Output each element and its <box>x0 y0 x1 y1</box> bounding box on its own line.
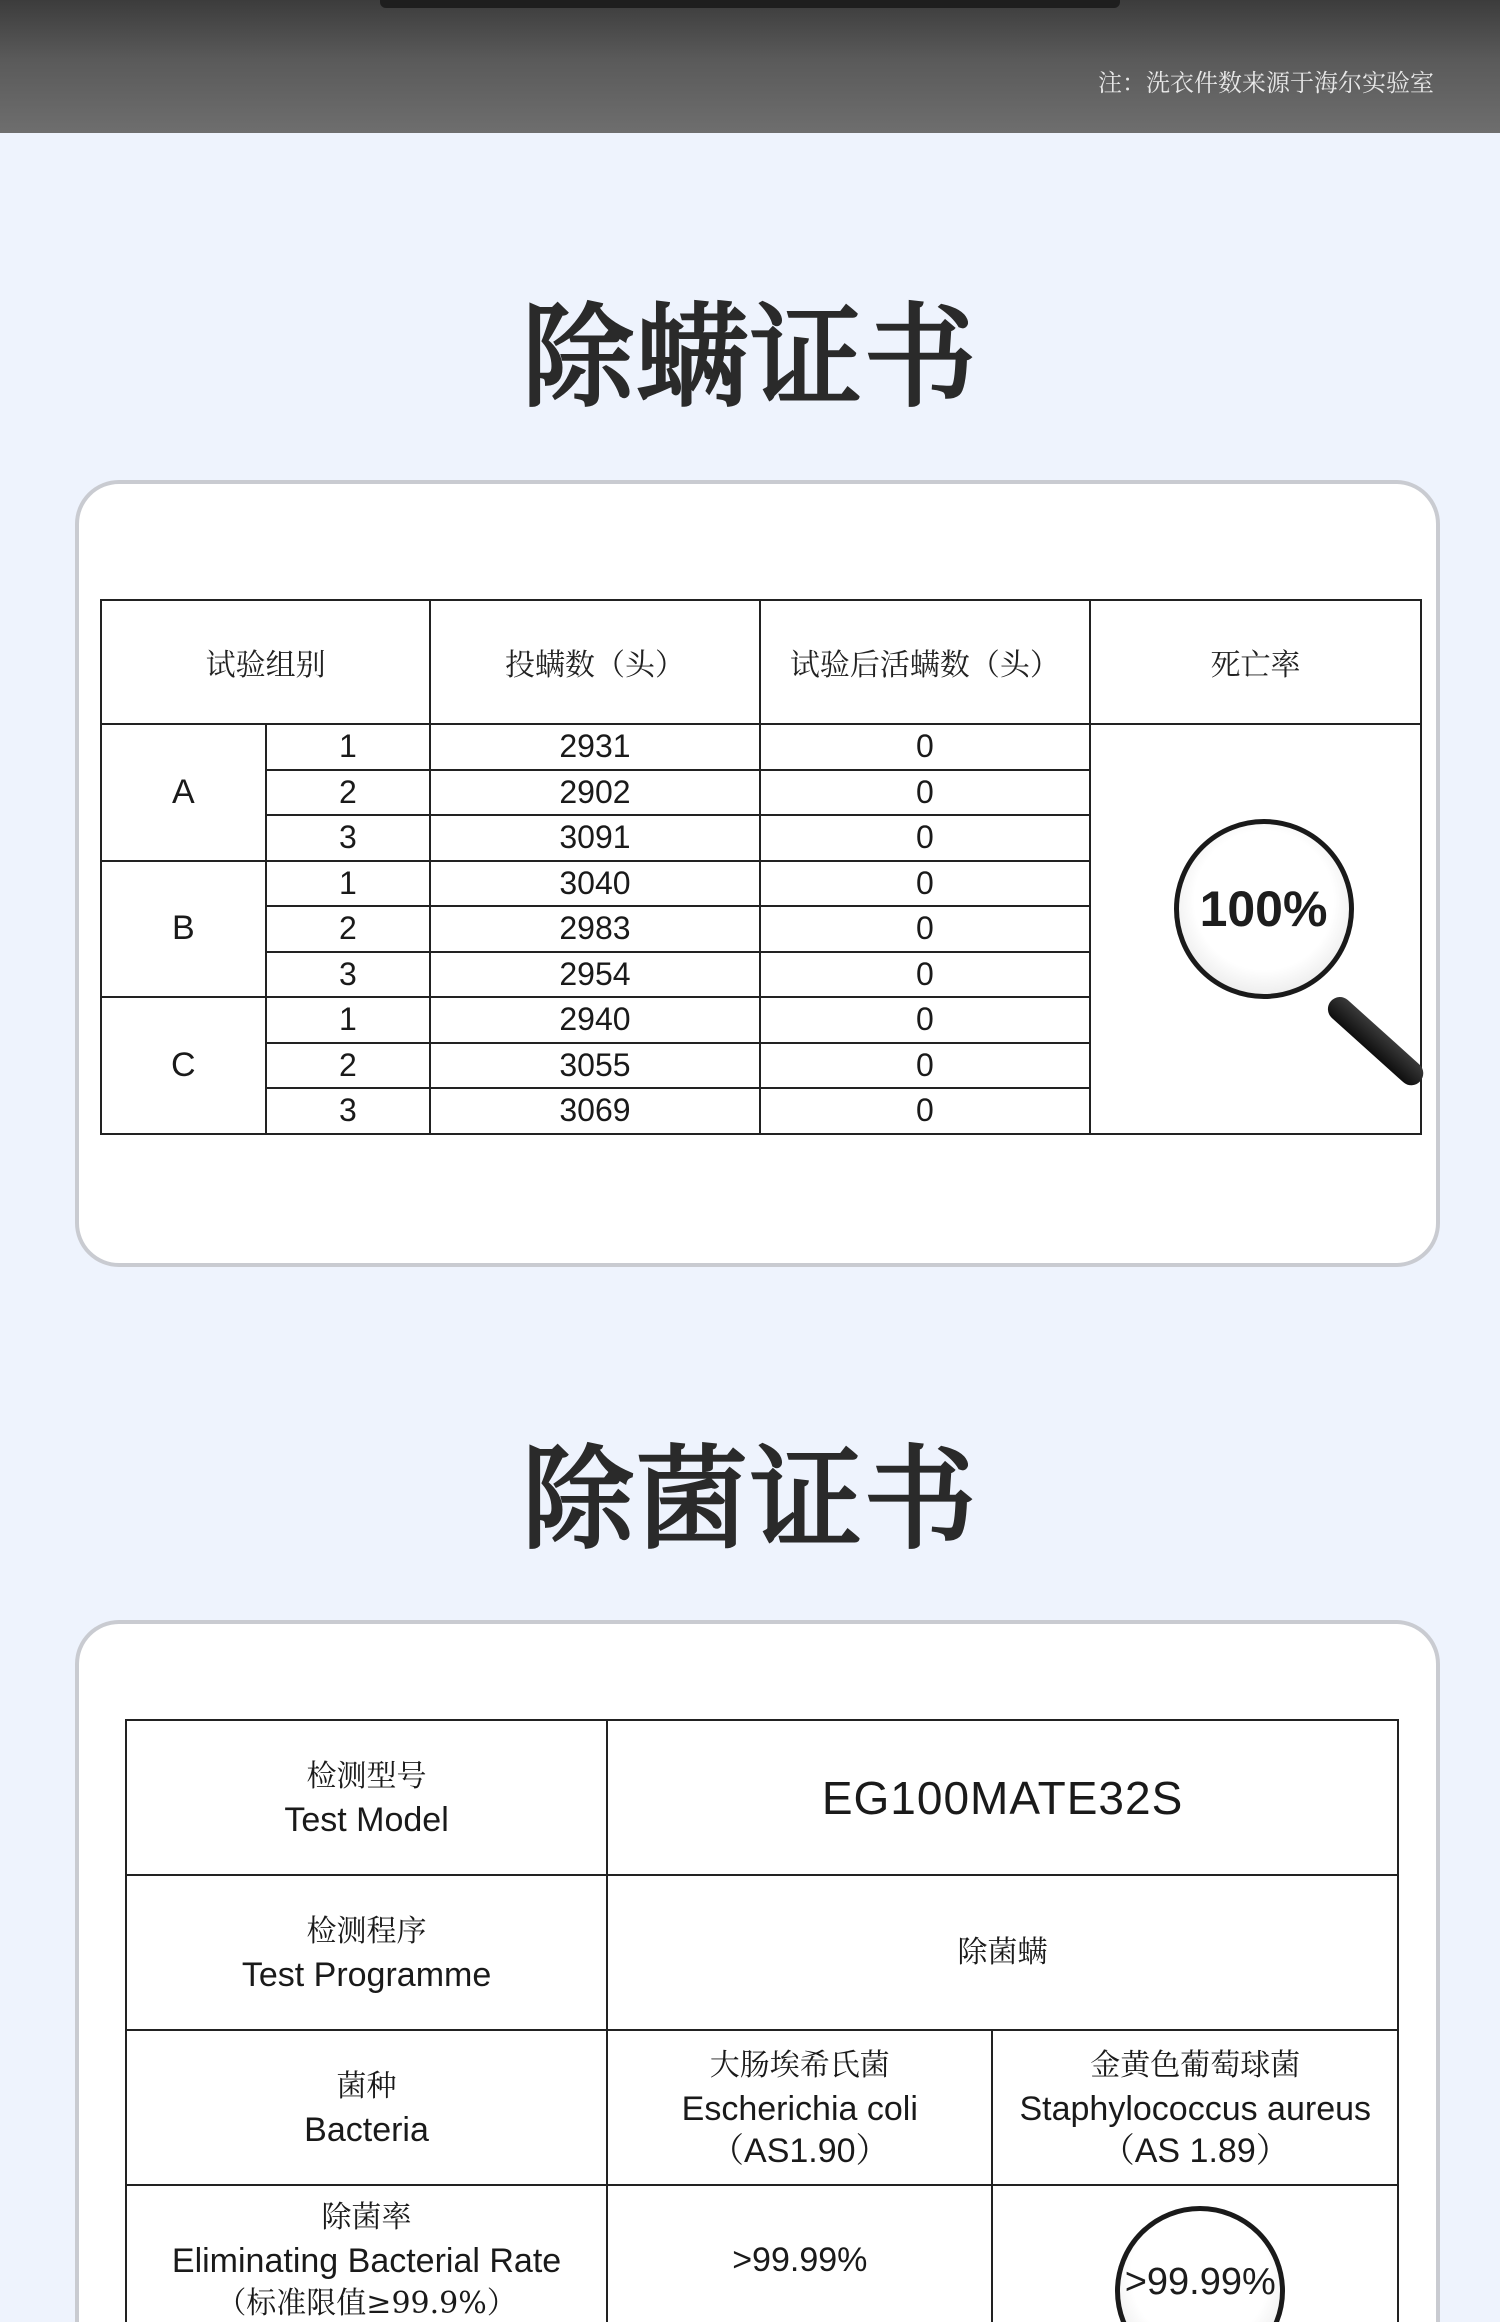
mites-alive-value: 0 <box>760 815 1090 861</box>
bacteria-2-code: （AS 1.89） <box>1100 2131 1290 2170</box>
programme-label-cell <box>126 1875 607 2030</box>
table-row-programme <box>126 1875 1398 2030</box>
table-row-model <box>126 1720 1398 1875</box>
model-value: EG100MATE32S <box>607 1720 1398 1875</box>
rate-2-value: >99.99% <box>1124 2261 1276 2303</box>
model-label-cell <box>126 1720 607 1875</box>
rate-standard: （标准限值≥99.9%） <box>216 2285 517 2321</box>
mite-certificate-card <box>75 480 1440 1267</box>
banner-note: 注：洗衣件数来源于海尔实验室 <box>1098 70 1434 97</box>
table-header-row <box>101 600 1421 724</box>
magnifier-icon <box>1106 779 1406 1079</box>
row-number: 1 <box>266 724 431 770</box>
mites-alive-value: 0 <box>760 997 1090 1043</box>
programme-label-en: Test Programme <box>241 1955 492 1994</box>
bacteria-label-cell <box>126 2030 607 2185</box>
magnifier-icon <box>1105 2186 1285 2322</box>
bacteria-1-cn: 大肠埃希氏菌 <box>709 2047 890 2083</box>
row-number: 3 <box>266 1088 431 1134</box>
programme-label-cn: 检测程序 <box>306 1913 427 1949</box>
row-number: 1 <box>266 861 431 907</box>
bacteria-label-cn: 菌种 <box>336 2068 397 2104</box>
model-label-en: Test Model <box>284 1800 449 1839</box>
row-number: 2 <box>266 1043 431 1089</box>
bacteria-1-code: （AS1.90） <box>710 2131 890 2170</box>
header-test-group: 试验组别 <box>101 600 430 724</box>
mites-added-value: 3091 <box>430 815 759 861</box>
magnifier-lens <box>1174 819 1354 999</box>
mites-alive-value: 0 <box>760 1043 1090 1089</box>
bacteria-1-en: Escherichia coli <box>681 2089 918 2128</box>
mites-alive-value: 0 <box>760 906 1090 952</box>
row-number: 3 <box>266 815 431 861</box>
mites-added-value: 2902 <box>430 770 759 816</box>
rate-label-cell <box>126 2185 607 2322</box>
bacteria-2-cn: 金黄色葡萄球菌 <box>1090 2047 1301 2083</box>
table-row-bacteria <box>126 2030 1398 2185</box>
mites-alive-value: 0 <box>760 770 1090 816</box>
row-number: 2 <box>266 770 431 816</box>
rate-label-cn: 除菌率 <box>321 2199 412 2235</box>
group-label-b: B <box>101 861 266 998</box>
death-rate-value: 100% <box>1199 880 1328 937</box>
rate-label-en: Eliminating Bacterial Rate <box>171 2241 562 2280</box>
header-mites-added: 投螨数（头） <box>430 600 759 724</box>
magnifier-handle <box>1322 992 1427 1090</box>
row-number: 2 <box>266 906 431 952</box>
device-edge <box>380 0 1120 8</box>
mites-alive-value: 0 <box>760 1088 1090 1134</box>
header-death-rate: 死亡率 <box>1090 600 1421 724</box>
table-row <box>101 724 1421 770</box>
mites-alive-value: 0 <box>760 861 1090 907</box>
rate-1-value: >99.99% <box>607 2185 992 2322</box>
mites-added-value: 3069 <box>430 1088 759 1134</box>
mites-alive-value: 0 <box>760 724 1090 770</box>
model-label-cn: 检测型号 <box>306 1758 427 1794</box>
bacteria-2-cell <box>992 2030 1398 2185</box>
programme-value-cell <box>607 1875 1398 2030</box>
bacteria-certificate-card <box>75 1620 1440 2322</box>
top-banner-image <box>0 0 1500 133</box>
row-number: 3 <box>266 952 431 998</box>
mites-added-value: 2983 <box>430 906 759 952</box>
group-label-c: C <box>101 997 266 1134</box>
group-label-a: A <box>101 724 266 861</box>
bacteria-test-table <box>125 1719 1399 2322</box>
programme-value: 除菌螨 <box>957 1934 1048 1970</box>
rate-2-cell <box>992 2185 1398 2322</box>
mites-added-value: 3055 <box>430 1043 759 1089</box>
table-row-rate <box>126 2185 1398 2322</box>
mite-certificate-title: 除螨证书 <box>522 293 978 423</box>
mites-added-value: 2940 <box>430 997 759 1043</box>
header-mites-alive: 试验后活螨数（头） <box>760 600 1090 724</box>
bacteria-1-cell <box>607 2030 992 2185</box>
death-rate-cell <box>1090 724 1421 1134</box>
bacteria-label-en: Bacteria <box>304 2110 429 2149</box>
bacteria-2-en: Staphylococcus aureus <box>1019 2089 1372 2128</box>
row-number: 1 <box>266 997 431 1043</box>
mites-added-value: 2954 <box>430 952 759 998</box>
mites-alive-value: 0 <box>760 952 1090 998</box>
mite-test-table <box>100 599 1422 1135</box>
bacteria-certificate-title: 除菌证书 <box>522 1435 978 1565</box>
magnifier-lens <box>1115 2206 1285 2322</box>
mites-added-value: 2931 <box>430 724 759 770</box>
mites-added-value: 3040 <box>430 861 759 907</box>
